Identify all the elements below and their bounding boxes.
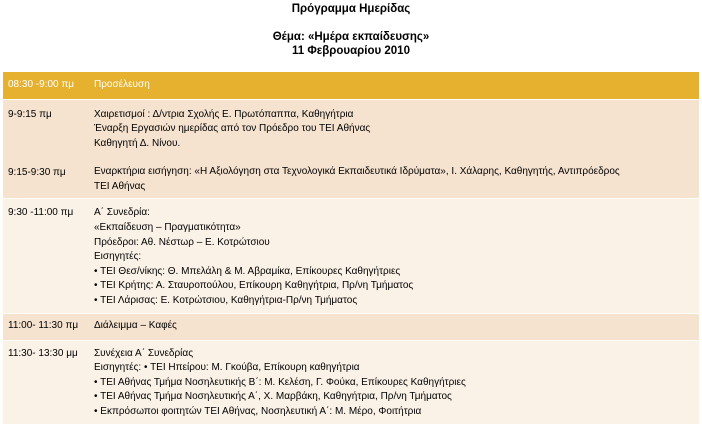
activity-line: • ΤΕΙ Λάρισας: Ε. Κοτρώτσιου, Καθηγήτρια-Πρ/νη Τμήματος [94,295,358,307]
theme-heading: Θέμα: «Ημέρα εκπαίδευσης» [272,31,430,43]
activity-line: Έναρξη Εργασιών ημερίδας από τον Πρόεδρο του ΤΕΙ Αθήνας [94,123,371,135]
activity-line: • Εκπρόσωποι φοιτητών ΤΕΙ Αθήνας, Νοσηλευτική Α΄: Μ. Μέρο, Φοιτήτρια [94,406,422,417]
time-cell: 11:30- 13:30 μμ [3,340,89,424]
table-row [3,72,699,99]
activity-line: Διάλειμμα – Καφές [94,319,177,331]
activity-line: • ΤΕΙ Θεσ/νίκης: Θ. Μπελάλη & Μ. Αβραμίκα, Επίκουρες Καθηγήτριες [94,265,401,277]
activity-cell [89,199,699,313]
schedule-table [3,72,699,425]
activity-line: Α΄ Συνεδρία: [94,207,150,219]
time-cell: 08:30 -9:00 πμ [3,72,89,99]
activity-cell [89,313,699,340]
table-row [3,199,699,313]
date-heading: 11 Φεβρουαρίου 2010 [292,45,410,57]
activity-line: Εναρκτήρια εισήγηση: «Η Αξιολόγηση στα Τεχνολογικά Εκπαιδευτικά Ιδρύματα», Ι. Χάλαρης, Καθηγητής, Αντιπρόεδρος [94,166,620,178]
activity-line: • ΤΕΙ Κρήτης: Α. Σταυροπούλου, Επίκουρη Καθηγήτρια, Πρ/νη Τμήματος [94,280,414,292]
activity-line: Χαιρετισμοί : Δ/ντρια Σχολής Ε. Πρωτόπαππα, Καθηγήτρια [94,108,354,120]
time-cell: 11:00- 11:30 πμ [3,313,89,340]
page-title: Πρόγραμμα Ημερίδας [291,3,411,15]
table-row [3,313,699,340]
activity-cell [89,72,699,99]
activity-line: Προσέλευση [94,79,150,90]
activity-line: • ΤΕΙ Αθήνας Τμήμα Νοσηλευτικής Β΄: Μ. Κελέση, Γ. Φούκα, Επίκουρες Καθηγήτριες [94,376,466,388]
activity-line: Εισηγητές: • ΤΕΙ Ηπείρου: Μ. Γκούβα, Επίκουρη καθηγήτρια [94,362,360,374]
time-cell: 9:15-9:30 πμ [8,167,66,179]
activity-line: Συνέχεια Α΄ Συνεδρίας [94,347,194,359]
activity-line: Καθηγητή Δ. Νίνου. [94,137,181,149]
activity-line: Πρόεδροι: Αθ. Νέστωρ – Ε. Κοτρώτσιου [94,236,270,248]
activity-line: ΤΕΙ Αθήνας [94,180,146,192]
time-cell: 9:30 -11:00 πμ [3,199,89,313]
activity-cell [89,340,699,424]
table-row [3,340,699,424]
activity-line: Εισηγητές: [94,251,142,263]
activity-line: • ΤΕΙ Αθήνας Τμήμα Νοσηλευτικής Α΄, Χ. Μαρβάκη, Καθηγήτρια, Πρ/νη Τμήματος [94,391,452,403]
time-cell: 9-9:15 πμ [8,108,52,120]
activity-line: «Εκπαίδευση – Πραγματικότητα» [94,222,241,234]
activity-cell [89,99,699,199]
table-row [3,99,699,199]
